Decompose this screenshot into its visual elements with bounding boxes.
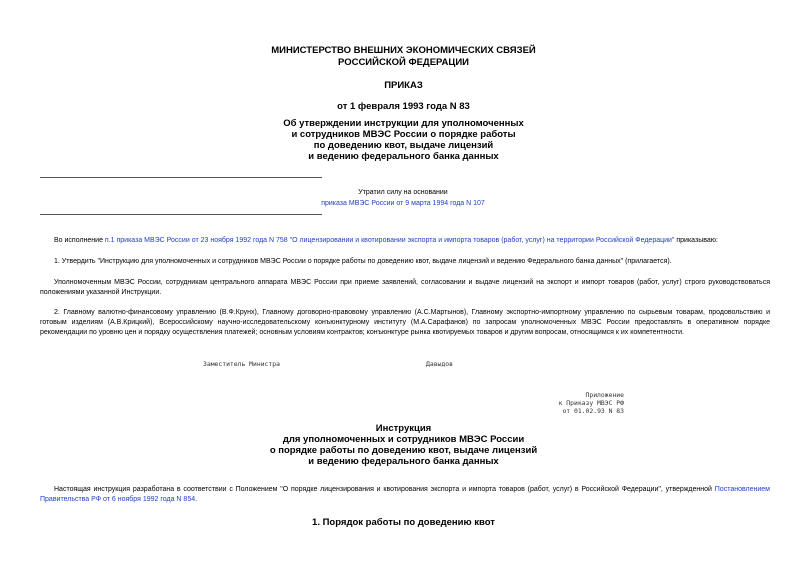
document-date-number: от 1 февраля 1993 года N 83 — [337, 101, 470, 112]
paragraph-text: 2. Главному валютно-финансовому управлению (В.Ф.Крунх), Главному договорно-правовому управлению (А.С.Мартынов), Главному экспортно-импортному управлению по сырьевым товарам, продовольствию и готовым изделиям (А.В.Крицкий), Всероссийскому научно-исследовательскому конъюнктурному институту (М.А.Сарафанов) по запросам уполномоченных МВЭС России предоставлять в оперативном порядке рекомендации по уровню цен и порядку осуществления платежей; основным условиям контрактов; конъюнктуре рынка квотируемых товаров и другим вопросам, относящимся к их компетентности. — [40, 309, 770, 336]
paragraph-text: 1. Утвердить "Инструкцию для уполномоченных и сотрудников МВЭС России о порядке работы по доведению квот, выдаче лицензий и ведению Федерального банка данных" (прилагается). — [54, 258, 672, 265]
preamble-prefix: Во исполнение — [54, 237, 105, 244]
section-heading: 1. Порядок работы по доведению квот — [312, 517, 495, 528]
appendix-line: к Приказу МВЭС РФ — [558, 399, 624, 407]
document-type: ПРИКАЗ — [384, 80, 423, 91]
status-link[interactable]: приказа МВЭС России от 9 марта 1994 года N 107 — [321, 200, 485, 207]
document-title-line: и ведению федерального банка данных — [308, 151, 499, 162]
preamble-suffix: приказываю: — [674, 237, 718, 244]
appendix-line: Приложение — [585, 391, 624, 399]
signature-position: Заместитель Министра — [203, 360, 280, 368]
intro-end: . — [195, 496, 198, 503]
paragraph-text: Уполномоченным МВЭС России, сотрудникам центрального аппарата МВЭС России при приеме заявлений, согласовании и выдаче лицензий на экспорт и импорт товаров (работ, услуг) строго руководствоваться положениями указанной Инструкции. — [40, 279, 770, 296]
instruction-title-line: и ведению федерального банка данных — [308, 456, 499, 467]
signature-name: Давыдов — [426, 360, 453, 368]
instruction-title-line: для уполномоченных и сотрудников МВЭС России — [282, 434, 525, 445]
instruction-intro — [40, 485, 770, 505]
document-title-line: Об утверждении инструкции для уполномоченных — [283, 118, 524, 129]
document-title-line: по доведению квот, выдаче лицензий — [313, 140, 494, 151]
paragraph-preamble — [40, 236, 780, 246]
paragraph-item-2 — [40, 308, 770, 338]
preamble-link[interactable]: п.1 приказа МВЭС России от 23 ноября 1992 года N 758 "О лицензировании и квотировании экспорта и импорта товаров (работ, услуг) на территории Российской Федерации" — [104, 237, 675, 244]
intro-text: Настоящая инструкция разработана в соответствии с Положением "О порядке лицензирования и квотирования экспорта и импорта товаров (работ, услуг) в Российской Федерации", утвержденной — [54, 486, 712, 493]
instruction-title-line: о порядке работы по доведению квот, выдаче лицензий — [269, 445, 538, 456]
paragraph-instructions — [40, 278, 770, 298]
ministry-name-line1: МИНИСТЕРСТВО ВНЕШНИХ ЭКОНОМИЧЕСКИХ СВЯЗЕЙ — [271, 45, 536, 56]
paragraph-item-1 — [40, 257, 770, 267]
divider-top — [40, 177, 322, 178]
instruction-title-line: Инструкция — [375, 423, 432, 434]
intro-link[interactable]: Постановлением Правительства РФ от 6 ноября 1992 года N 854 — [40, 486, 770, 503]
appendix-line: от 01.02.93 N 83 — [562, 407, 624, 415]
document-title-line: и сотрудников МВЭС России о порядке работы — [291, 129, 516, 140]
ministry-name-line2: РОССИЙСКОЙ ФЕДЕРАЦИИ — [337, 57, 469, 68]
status-line: Утратил силу на основании — [358, 189, 448, 196]
divider-bottom — [40, 214, 322, 215]
